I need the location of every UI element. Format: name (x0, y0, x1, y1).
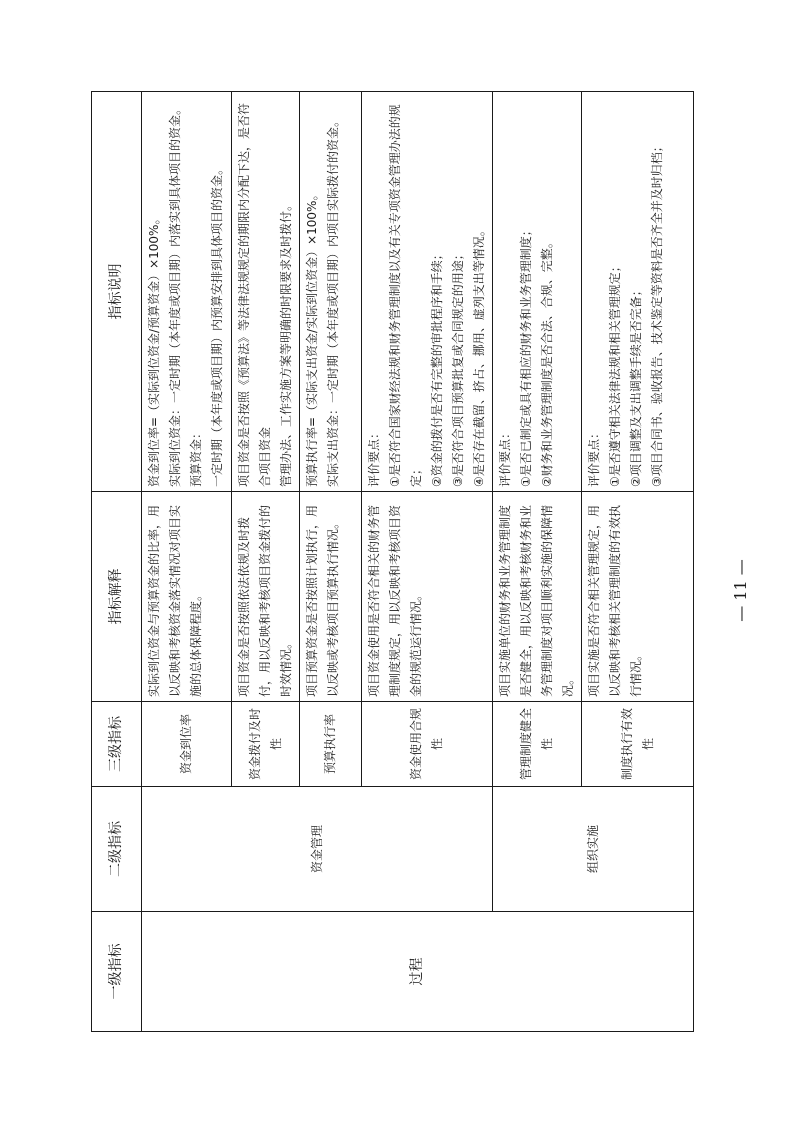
note-line: 实际支出资金：一定时期（本年度或项目期）内项目实际拨付的资金。 (326, 114, 340, 487)
level1-cell: 过程 (142, 912, 694, 1032)
note-line: 一定时期（本年度或项目期）内预算安排到具体项目的资金。 (210, 162, 224, 487)
table-row (493, 92, 582, 1032)
level3-cell: 资金到位率 (142, 702, 232, 787)
note-line: ①是否已制定或具有相应的财务和业务管理制度； (519, 224, 533, 487)
indicator-table-rotated (91, 92, 664, 1032)
note-line: 评价要点： (498, 426, 512, 487)
notes-cell (493, 92, 582, 492)
indicator-table (91, 91, 694, 1032)
note-line: ②资金的拨付是否有完整的审批程序和手续； (430, 248, 444, 487)
notes-cell (300, 92, 362, 492)
header-explanation: 指标解释 (92, 492, 142, 702)
header-row (92, 92, 142, 1032)
header-level2: 二级指标 (92, 787, 142, 912)
explanation-cell: 项目资金使用是否符合相关的财务管理制度规定，用以反映和考核项目资金的规范运行情况。 (362, 492, 493, 702)
header-level3: 三级指标 (92, 702, 142, 787)
note-line: 评价要点： (367, 426, 381, 487)
level3-cell: 预算执行率 (300, 702, 362, 787)
explanation-cell: 项目实施是否符合相关管理规定，用以反映和考核相关管理制度的有效执行情况。 (582, 492, 694, 702)
header-notes: 指标说明 (92, 92, 142, 492)
level2-cell: 组织实施 (493, 787, 694, 912)
level3-cell: 制度执行有效性 (582, 702, 694, 787)
note-line: ③项目合同书、验收报告、技术鉴定等资料是否齐全并及时归档； (650, 140, 664, 487)
level2-cell: 资金管理 (142, 787, 493, 912)
note-line: 预算执行率=（实际支出资金/实际到位资金）×100%。 (305, 188, 319, 487)
notes-cell (232, 92, 300, 492)
note-line: ②项目调整及支出调整手续是否完备； (629, 284, 643, 487)
explanation-cell: 项目实施单位的财务和业务管理制度是否健全，用以反映和考核财务和业务管理制度对项目顺利实施的保障情况。 (493, 492, 582, 702)
level3-cell: 资金拨付及时性 (232, 702, 300, 787)
notes-cell (362, 92, 493, 492)
level3-cell: 资金使用合规性 (362, 702, 493, 787)
table-row (142, 92, 232, 1032)
header-level1: 一级指标 (92, 912, 142, 1032)
note-line: ④是否存在截留、挤占、挪用、虚列支出等情况。 (472, 224, 486, 487)
explanation-cell: 实际到位资金与预算资金的比率，用以反映和考核资金落实情况对项目实施的总体保障程度。 (142, 492, 232, 702)
page-number-text: — 11 — (730, 558, 750, 622)
note-line: ①是否符合国家财经法规和财务管理制度以及有关专项资金管理办法的规定； (388, 104, 423, 487)
note-line: ①是否遵守相关法律法规和相关管理规定； (608, 260, 622, 487)
note-line: 管理办法、工作实施方案等明确的时限要求及时拨付。 (279, 198, 293, 487)
note-line: 项目资金是否按照《预算法》等法律法规规定的期限内分配下达，是否符合项目资金 (237, 102, 272, 487)
explanation-cell: 项目资金是否按照依法依规及时拨付，用以反映和考核项目资金拨付的时效情况。 (232, 492, 300, 702)
note-line: 资金到位率=（实际到位资金/预算资金）×100%。 (147, 212, 161, 487)
note-line: ②财务和业务管理制度是否合法、合规、完整。 (540, 236, 554, 487)
notes-cell (142, 92, 232, 492)
notes-cell (582, 92, 694, 492)
explanation-cell: 项目预算资金是否按照计划执行，用以反映或考核项目预算执行情况。 (300, 492, 362, 702)
note-line: ③是否符合项目预算批复或合同规定的用途； (451, 248, 465, 487)
level3-cell: 管理制度健全性 (493, 702, 582, 787)
page-number (720, 540, 760, 640)
note-line: 实际到位资金：一定时期（本年度或项目期）内落实到具体项目的资金。预算资金： (168, 102, 203, 487)
note-line: 评价要点： (587, 426, 601, 487)
